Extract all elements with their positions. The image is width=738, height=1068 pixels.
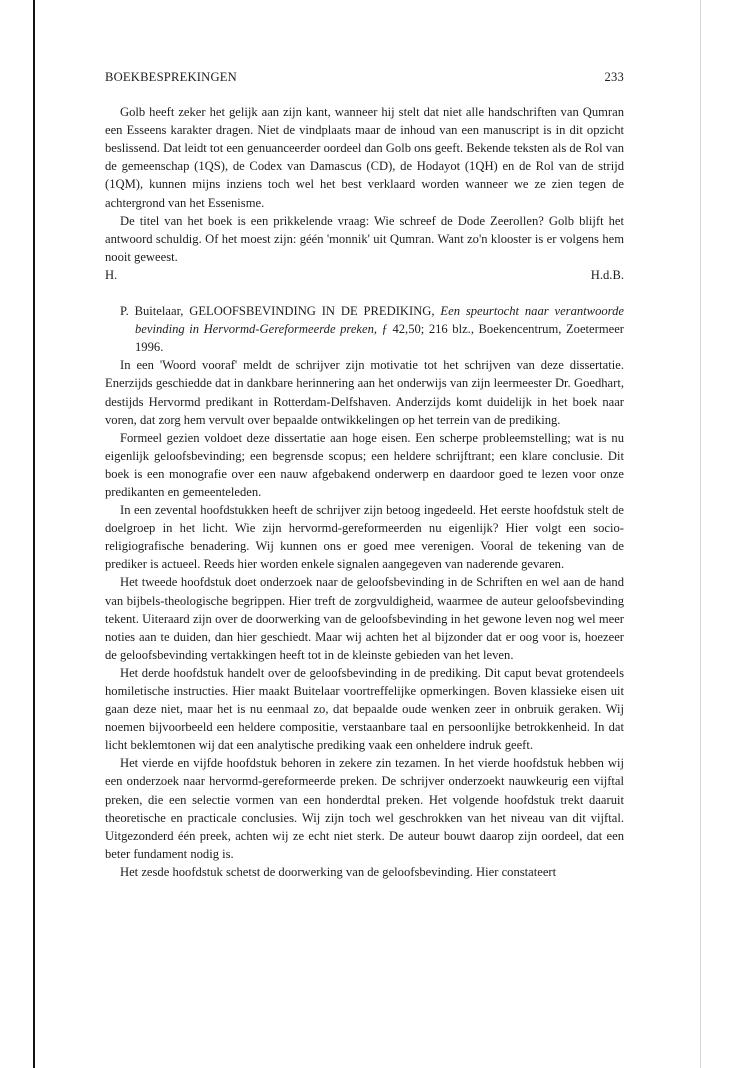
review-author-title: P. Buitelaar, GELOOFSBEVINDING IN DE PREDIKING,: [120, 304, 435, 319]
review-paragraph-7: Het zesde hoofdstuk schetst de doorwerking van de geloofsbevinding. Hier constateert: [120, 864, 557, 879]
review-paragraph-2: Formeel gezien voldoet deze dissertatie aan hoge eisen. Een scherpe probleemstelling; wat is nu eigenlijk geloofsbevinding; een begrensde scopus; een heldere schrijftrant; een klare conclusie. Dit boek is een monografie over een nauw afgebakend onderwerp en daardoor goed te lezen voor onze predikanten en gemeenteleden.: [105, 430, 624, 499]
review-paragraph-4: Het tweede hoofdstuk doet onderzoek naar de geloofsbevinding in de Schriften en wel aan de hand van bijbels-theologische begrippen. Hier treft de zorgvuldigheid, waarmee de auteur geloofsbevinding tekent. Uiteraard zijn over de doorwerking van de geloofsbevinding in het gewone leven nog wel meer noties aan te duiden, dan hier geschiedt. Maar wij achten het al bijzonder dat er oog voor is, hoezeer de geloofsbevinding vertakkingen heeft tot in de kleinste gebieden van het leven.: [105, 575, 624, 662]
book-page: [105, 68, 624, 881]
review-paragraph-6: Het vierde en vijfde hoofdstuk behoren in zekere zin tezamen. In het vierde hoofdstuk hebben wij een onderzoek naar hervormd-gereformeerde preken. De schrijver onderzoekt nauwkeurig een vijftal preken, die een selectie vormen van een honderdtal preken. Het volgende hoofdstuk trekt daaruit theoretische en practicale conclusies. Wij zijn toch wel geschrokken van het niveau van dit vijftal. Uitgezonderd één preek, achten wij ze echt niet sterk. De auteur bouwt daarop zijn oordeel, dat een beter fundament nodig is.: [105, 756, 624, 861]
review-paragraph-5: Het derde hoofdstuk handelt over de geloofsbevinding in de prediking. Dit caput bevat grotendeels homiletische instructies. Hier maakt Buitelaar voortreffelijke opmerkingen. Boven klassieke eisen uit gaan deze niet, maar het is nu eenmaal zo, dat bepaalde oude wenken zeer in onbruik geraken. Wij noemen bijvoorbeeld een heldere compositie, verstaanbare taal en persoonlijke betrokkenheid. In dat licht beklemtonen wij dat een analytische prediking vaak een onheldere indruk geeft.: [105, 665, 624, 753]
running-title: BOEKBESPREKINGEN: [105, 70, 237, 84]
review-heading: [105, 302, 624, 356]
review-publication-details: ƒ 42,50; 216 blz., Boekencentrum, Zoetermeer 1996.: [135, 322, 624, 355]
previous-review-paragraph-2: De titel van het boek is een prikkelende vraag: Wie schreef de Dode Zeerollen? Golb blijft het antwoord schuldig. Of het moest zijn: géén 'monnik' uit Qumran. Want zo'n klooster is er volgens hem nooit geweest.: [105, 213, 624, 264]
review-paragraph-1: In een 'Woord vooraf' meldt de schrijver zijn motivatie tot het schrijven van deze dissertatie. Enerzijds geschiedde dat in dankbare herinnering aan het onderwijs van zijn leermeester Dr. Goedhart, destijds Hervormd predikant in Rotterdam-Delfshaven. Anderzijds komt duidelijk in het boek naar voren, dat zorg hem vervult over bepaalde ontwikkelingen op het terrein van de prediking.: [105, 358, 624, 427]
signature-line: [105, 266, 624, 284]
running-header: [105, 68, 624, 86]
reviewer-initials: H.d.B.: [590, 267, 624, 282]
review-subtitle: Een speurtocht naar verantwoorde bevinding in Hervormd-Gereformeerde preken,: [135, 304, 624, 337]
page-binding-edge: [33, 0, 35, 1068]
page-right-edge: [700, 0, 701, 1068]
signature-place: H.: [105, 267, 118, 282]
page-number: 233: [604, 70, 624, 84]
review-paragraph-3: In een zevental hoofdstukken heeft de schrijver zijn betoog ingedeeld. Het eerste hoofdstuk stelt de doelgroep in het licht. Wie zijn hervormd-gereformeerden nu eigenlijk? Hier volgt een socio-religiografische benadering. Wij kunnen ons er goed mee verenigen. Vooral de tekening van de prediker is actueel. Reeds hier worden enkele signalen aangegeven van naderende gevaren.: [105, 503, 624, 572]
previous-review-paragraph-1: Golb heeft zeker het gelijk aan zijn kant, wanneer hij stelt dat niet alle handschriften van Qumran een Esseens karakter dragen. Niet de vindplaats maar de inhoud van een manuscript is in dit opzicht beslissend. Dat leidt tot een genuanceerder oordeel dan Golb ons geeft. Bekende teksten als de Rol van de gemeenschap (1QS), de Codex van Damascus (CD), de Hodayot (1QH) en de Rol van de strijd (1QM), kunnen mijns inziens toch wel het best verklaard worden wanneer we ze zien tegen de achtergrond van het Essenisme.: [105, 105, 624, 210]
